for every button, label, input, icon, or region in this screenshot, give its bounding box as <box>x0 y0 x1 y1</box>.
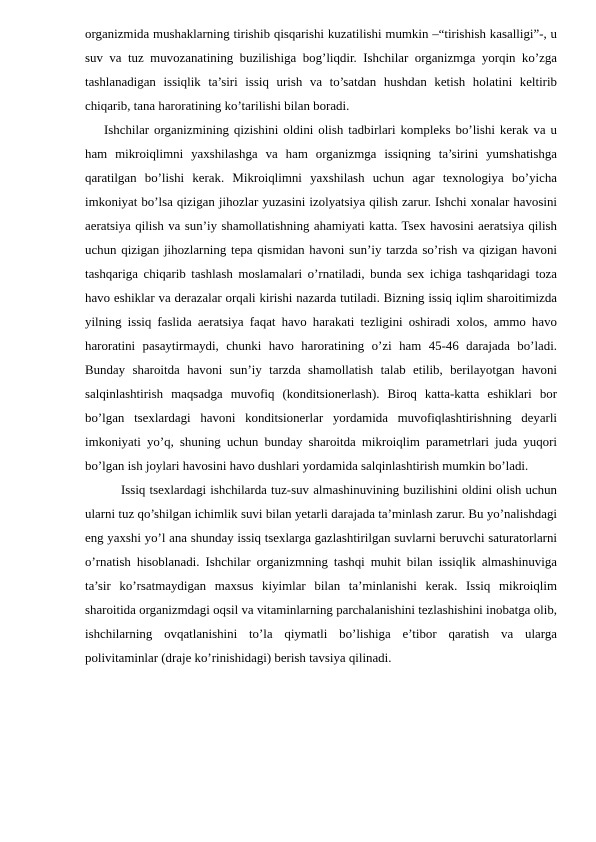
paragraph-continuation: organizmida mushaklarning tirishib qisqarishi kuzatilishi mumkin –“tirishish kasalligi”-, u suv va tuz muvozanatining buzilishiga bog’liqdir. Ishchilar organizmga yorqin ko’zga tashlanadigan issiqlik ta’siri issiq urish va to’satdan hushdan ketish holatini keltirib chiqarib, tana haroratining ko’tarilishi bilan boradi. <box>85 27 557 113</box>
paragraph-water-salt-balance: Issiq tsexlardagi ishchilarda tuz-suv almashinuvining buzilishini oldini olish uchun ularni tuz qo’shilgan ichimlik suvi bilan yetarli darajada ta’minlash zarur. Bu yo’nalishdagi eng yaxshi yo’l ana shunday issiq tsexlarga gazlashtirilgan suvlarni beruvchi saturatorlarni o’rnatish hisoblanadi. Ishchilar organizmning tashqi muhit bilan issiqlik almashinuviga ta’sir ko’rsatmaydigan maxsus kiyimlar bilan ta’minlanishi kerak. Issiq mikroiqlim sharoitida organizmdagi oqsil va vitaminlarning parchalanishini tezlashishini inobatga olib, ishchilarning ovqatlanishini to’la qiymatli bo’lishiga e’tibor qaratish va ularga polivitaminlar (draje ko’rinishidagi) berish tavsiya qilinadi. <box>85 483 557 665</box>
document-page <box>85 22 557 670</box>
paragraph-prevention-measures: Ishchilar organizmining qizishini oldini olish tadbirlari kompleks bo’lishi kerak va u ham mikroiqlimni yaxshilashga va ham organizmga issiqning ta’sirini yumshatishga qaratilgan bo’lishi kerak. Mikroiqlimni yaxshilash uchun agar texnologiya bo’yicha imkoniyat bo’lsa qizigan jihozlar yuzasini izolyatsiya qilish zarur. Ishchi xonalar havosini aeratsiya qilish va sun’iy shamollatishning ahamiyati katta. Tsex havosini aeratsiya qilish uchun qizigan jihozlarning tepa qismidan havoni sun’iy tarzda so’rish va qizigan havoni tashqariga chiqarib tashlash moslamalari o’rnatiladi, bunda sex ichiga tashqaridagi toza havo eshiklar va derazalar orqali kirishi nazarda tutiladi. Bizning issiq iqlim sharoitimizda yilning issiq faslida aeratsiya faqat havo harakati tezligini oshiradi xolos, ammo havo haroratini pasaytirmaydi, chunki havo haroratining o’zi ham 45-46 darajada bo’ladi. Bunday sharoitda havoni sun’iy tarzda shamollatish talab etilib, berilayotgan havoni salqinlashtirish maqsadga muvofiq (konditsionerlash). Biroq katta-katta eshiklari bor bo’lgan tsexlardagi havoni konditsionerlar yordamida muvofiqlashtirishning deyarli imkoniyati yo’q, shuning uchun bunday sharoitda mikroiqlim parametrlari juda yuqori bo’lgan ish joylari havosini havo dushlari yordamida salqinlashtirish mumkin bo’ladi. <box>85 123 557 473</box>
